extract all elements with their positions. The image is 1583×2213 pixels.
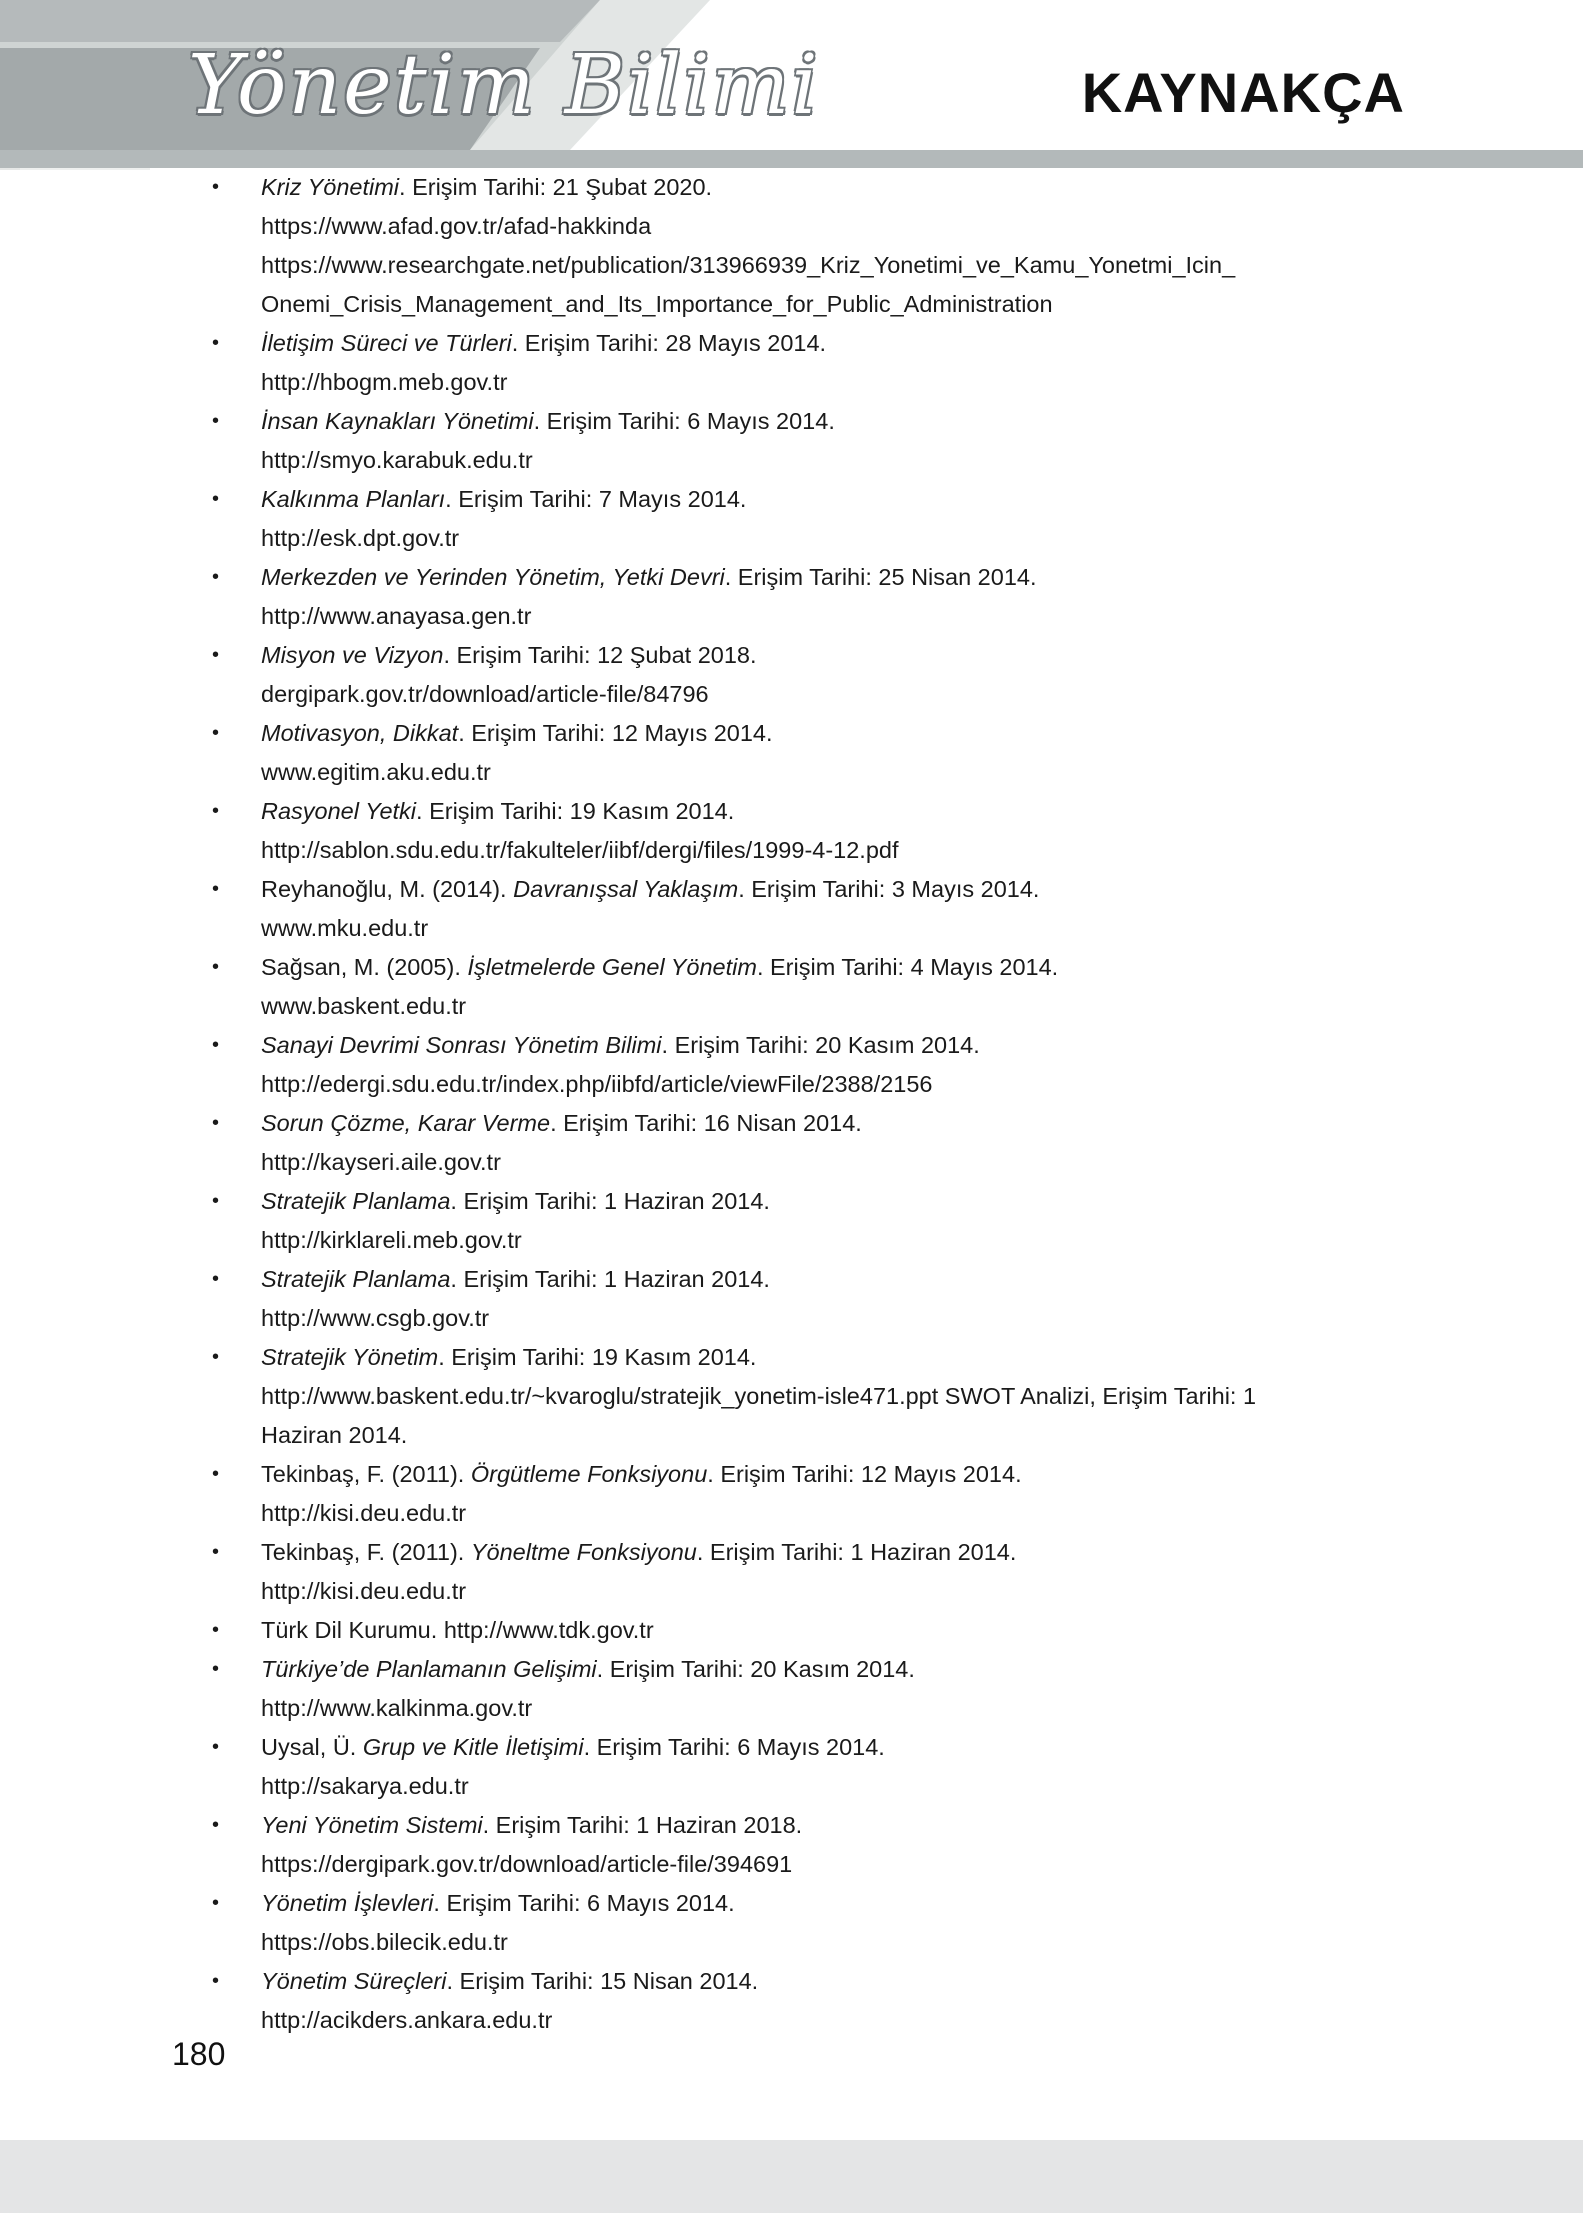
reference-access-date: . Erişim Tarihi: 1 Haziran 2014. [696,1539,1017,1565]
reference-url: http://kisi.deu.edu.tr [261,1578,467,1604]
reference-item [0,1728,1583,1806]
reference-url: http://www.kalkinma.gov.tr [261,1695,533,1721]
reference-title: İnsan Kaynakları Yönetimi [261,408,534,434]
reference-url: http://www.anayasa.gen.tr [261,603,532,629]
reference-url: http://sakarya.edu.tr [261,1773,469,1799]
reference-citation [261,1806,1433,1845]
reference-citation [261,870,1433,909]
bullet-icon: • [212,1112,220,1134]
reference-title: Yönetim Süreçleri [261,1968,447,1994]
reference-item [0,1533,1583,1611]
reference-access-date: . Erişim Tarihi: 4 Mayıs 2014. [756,954,1059,980]
reference-item [0,1182,1583,1260]
reference-title: İletişim Süreci ve Türleri [261,330,512,356]
brand-logo-text: Yönetim Bilimi [188,38,820,133]
reference-item [0,1650,1583,1728]
page-number: 180 [172,2036,226,2072]
reference-citation [261,636,1433,675]
reference-author: Tekinbaş, F. (2011). [261,1539,471,1565]
bullet-icon: • [212,1190,220,1212]
reference-title: Misyon ve Vizyon [261,642,444,668]
reference-url: http://www.baskent.edu.tr/~kvaroglu/stratejik_yonetim-isle471.ppt SWOT Analizi, Erişim Tarihi: 1 [261,1383,1257,1409]
reference-access-date: . Erişim Tarihi: 20 Kasım 2014. [596,1656,915,1682]
bullet-icon: • [212,1346,220,1368]
reference-access-date: . Erişim Tarihi: 1 Haziran 2018. [482,1812,803,1838]
bullet-icon: • [212,1892,220,1914]
reference-citation [261,948,1433,987]
reference-url: https://www.researchgate.net/publication/313966939_Kriz_Yonetimi_ve_Kamu_Yonetmi_Icin_ [261,252,1236,278]
reference-url: https://www.afad.gov.tr/afad-hakkinda [261,213,652,239]
reference-item [0,1611,1583,1650]
reference-access-date: . Erişim Tarihi: 12 Şubat 2018. [443,642,757,668]
reference-title: Türkiye’de Planlamanın Gelişimi [261,1656,597,1682]
reference-item [0,870,1583,948]
reference-citation [261,1338,1433,1377]
bullet-icon: • [212,1034,220,1056]
reference-access-date: . Erişim Tarihi: 7 Mayıs 2014. [445,486,747,512]
reference-author: Sağsan, M. (2005). [261,954,468,980]
reference-citation [261,1026,1433,1065]
reference-citation [261,480,1433,519]
reference-title: Yönetim İşlevleri [261,1890,434,1916]
reference-title: Grup ve Kitle İletişimi [362,1734,584,1760]
reference-access-date: . Erişim Tarihi: 6 Mayıs 2014. [533,408,835,434]
reference-url: dergipark.gov.tr/download/article-file/84796 [261,681,709,707]
bullet-icon: • [212,1619,220,1641]
bullet-icon: • [212,488,220,510]
reference-access-date: . Erişim Tarihi: 19 Kasım 2014. [416,798,735,824]
reference-url: www.egitim.aku.edu.tr [261,759,491,785]
reference-citation [261,1104,1433,1143]
reference-title: Stratejik Planlama [261,1266,451,1292]
reference-citation [261,1260,1433,1299]
reference-url: www.mku.edu.tr [261,915,429,941]
reference-title: Davranışsal Yaklaşım [513,876,739,902]
bullet-icon: • [212,566,220,588]
bullet-icon: • [212,644,220,666]
reference-url: http://kayseri.aile.gov.tr [261,1149,501,1175]
reference-content [0,168,1583,2040]
reference-citation [261,1650,1433,1689]
reference-url: http://acikders.ankara.edu.tr [261,2007,553,2033]
reference-title: Kalkınma Planları [261,486,446,512]
reference-url: http://kirklareli.meb.gov.tr [261,1227,522,1253]
reference-title: Örgütleme Fonksiyonu [470,1461,708,1487]
bullet-icon: • [212,1541,220,1563]
reference-url: www.baskent.edu.tr [261,993,467,1019]
reference-item [0,636,1583,714]
reference-citation [261,1728,1433,1767]
reference-citation [261,792,1433,831]
reference-title: Sanayi Devrimi Sonrası Yönetim Bilimi [261,1032,662,1058]
reference-item [0,168,1583,324]
reference-item [0,1884,1583,1962]
reference-author: Uysal, Ü. [261,1734,363,1760]
reference-title: Stratejik Yönetim [261,1344,439,1370]
reference-url: http://www.csgb.gov.tr [261,1305,490,1331]
reference-title: Yöneltme Fonksiyonu [470,1539,697,1565]
reference-url: http://hbogm.meb.gov.tr [261,369,508,395]
footer-band [0,2140,1583,2213]
reference-citation [261,1884,1433,1923]
reference-url: https://obs.bilecik.edu.tr [261,1929,508,1955]
reference-title: Merkezden ve Yerinden Yönetim, Yetki Devri [261,564,725,590]
reference-item [0,402,1583,480]
reference-item [0,480,1583,558]
reference-title: Kriz Yönetimi [261,174,400,200]
reference-citation [261,1611,1433,1650]
reference-title: Stratejik Planlama [261,1188,451,1214]
reference-title: İşletmelerde Genel Yönetim [467,954,757,980]
reference-url: http://smyo.karabuk.edu.tr [261,447,533,473]
reference-access-date: . Erişim Tarihi: 6 Mayıs 2014. [583,1734,885,1760]
reference-item [0,1104,1583,1182]
reference-citation [261,168,1433,207]
bullet-icon: • [212,800,220,822]
reference-access-date: . Erişim Tarihi: 1 Haziran 2014. [450,1188,770,1214]
reference-item [0,1806,1583,1884]
reference-access-date: . Erişim Tarihi: 6 Mayıs 2014. [433,1890,735,1916]
bullet-icon: • [212,1736,220,1758]
reference-access-date: . Erişim Tarihi: 15 Nisan 2014. [446,1968,759,1994]
bullet-icon: • [212,722,220,744]
reference-url: http://sablon.sdu.edu.tr/fakulteler/iibf/dergi/files/1999-4-12.pdf [261,837,899,863]
reference-author: Tekinbaş, F. (2011). [261,1461,471,1487]
reference-citation [261,324,1433,363]
reference-citation [261,714,1433,753]
reference-citation [261,1455,1433,1494]
reference-access-date: . Erişim Tarihi: 12 Mayıs 2014. [458,720,773,746]
bullet-icon: • [212,956,220,978]
bullet-icon: • [212,1658,220,1680]
reference-access-date: . Erişim Tarihi: 12 Mayıs 2014. [707,1461,1022,1487]
reference-title: Sorun Çözme, Karar Verme [261,1110,551,1136]
reference-item [0,1962,1583,2040]
reference-url: http://kisi.deu.edu.tr [261,1500,467,1526]
bullet-icon: • [212,1463,220,1485]
bullet-icon: • [212,1814,220,1836]
reference-access-date: . Erişim Tarihi: 1 Haziran 2014. [450,1266,770,1292]
reference-author: Türk Dil Kurumu. http://www.tdk.gov.tr [261,1617,654,1643]
reference-url: http://edergi.sdu.edu.tr/index.php/iibfd/article/viewFile/2388/2156 [261,1071,933,1097]
reference-item [0,558,1583,636]
reference-access-date: . Erişim Tarihi: 20 Kasım 2014. [661,1032,980,1058]
reference-citation [261,558,1433,597]
reference-author: Reyhanoğlu, M. (2014). [261,876,514,902]
reference-item [0,1455,1583,1533]
reference-item [0,792,1583,870]
bullet-icon: • [212,410,220,432]
reference-citation [261,1533,1433,1572]
reference-item [0,714,1583,792]
reference-citation [261,1962,1433,2001]
bullet-icon: • [212,1268,220,1290]
reference-access-date: . Erişim Tarihi: 3 Mayıs 2014. [738,876,1040,902]
bullet-icon: • [212,332,220,354]
reference-list [0,168,1583,2040]
reference-title: Yeni Yönetim Sistemi [261,1812,483,1838]
reference-url: Onemi_Crisis_Management_and_Its_Importance_for_Public_Administration [261,291,1053,317]
reference-access-date: . Erişim Tarihi: 16 Nisan 2014. [550,1110,862,1136]
reference-item [0,1338,1583,1455]
reference-access-date: . Erişim Tarihi: 19 Kasım 2014. [438,1344,757,1370]
reference-url: Haziran 2014. [261,1422,408,1448]
reference-item [0,948,1583,1026]
reference-url: https://dergipark.gov.tr/download/article-file/394691 [261,1851,793,1877]
reference-title: Motivasyon, Dikkat [261,720,459,746]
section-title: KAYNAKÇA [1081,61,1405,124]
reference-access-date: . Erişim Tarihi: 25 Nisan 2014. [724,564,1037,590]
reference-title: Rasyonel Yetki [261,798,417,824]
reference-citation [261,402,1433,441]
bullet-icon: • [212,1970,220,1992]
reference-item [0,1026,1583,1104]
reference-url: http://esk.dpt.gov.tr [261,525,460,551]
reference-item [0,324,1583,402]
bullet-icon: • [212,176,220,198]
reference-access-date: . Erişim Tarihi: 28 Mayıs 2014. [511,330,827,356]
reference-item [0,1260,1583,1338]
reference-citation [261,1182,1433,1221]
bullet-icon: • [212,878,220,900]
reference-access-date: . Erişim Tarihi: 21 Şubat 2020. [399,174,713,200]
